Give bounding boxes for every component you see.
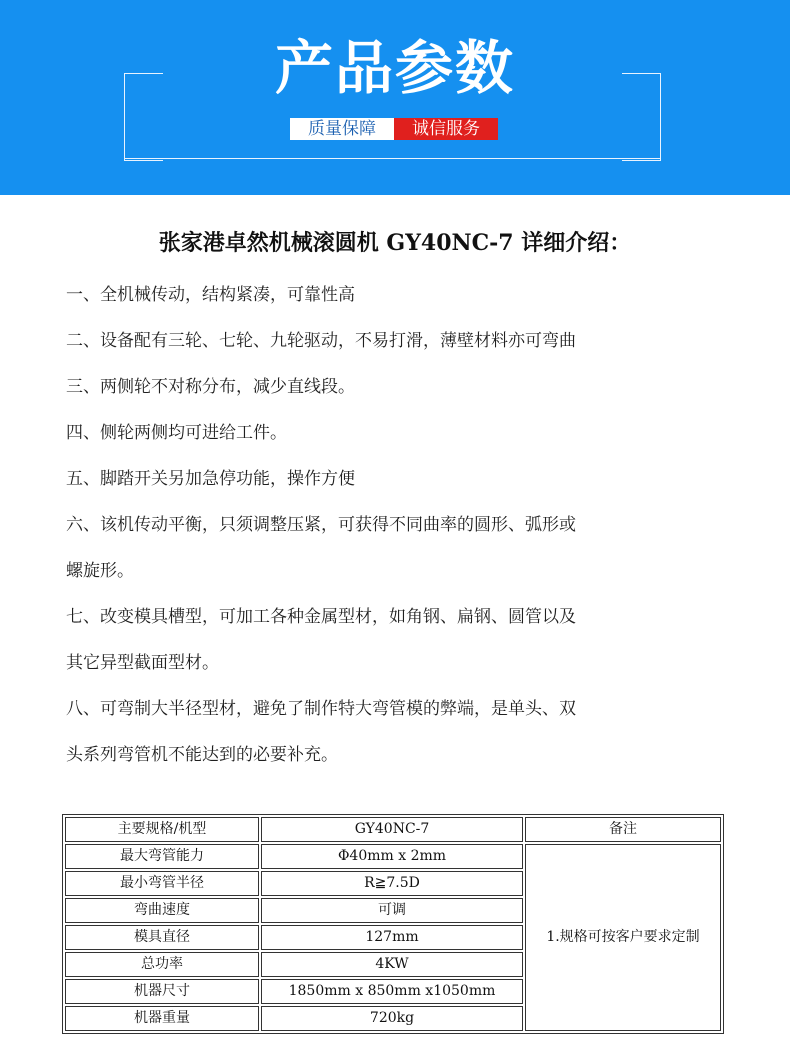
spec-label: 机器尺寸 bbox=[65, 979, 259, 1004]
feature-item: 二、设备配有三轮、七轮、九轮驱动，不易打滑，薄壁材料亦可弯曲 bbox=[66, 331, 576, 351]
spec-value: Φ40mm x 2mm bbox=[261, 844, 523, 869]
spec-label: 总功率 bbox=[65, 952, 259, 977]
feature-item: 三、两侧轮不对称分布，减少直线段。 bbox=[66, 377, 355, 397]
frame-bottom-decoration bbox=[124, 158, 661, 159]
feature-item: 四、侧轮两侧均可进给工件。 bbox=[66, 423, 287, 443]
feature-item: 八、可弯制大半径型材，避免了制作特大弯管模的弊端，是单头、双 bbox=[66, 699, 576, 719]
spec-header-row bbox=[65, 817, 721, 842]
feature-item: 螺旋形。 bbox=[66, 561, 134, 581]
spec-header-cell: GY40NC-7 bbox=[261, 817, 523, 842]
spec-value: 可调 bbox=[261, 898, 523, 923]
spec-row bbox=[65, 844, 721, 869]
banner bbox=[0, 0, 790, 195]
spec-header-cell: 备注 bbox=[525, 817, 721, 842]
spec-label: 最大弯管能力 bbox=[65, 844, 259, 869]
feature-list bbox=[66, 272, 726, 778]
feature-item: 七、改变模具槽型，可加工各种金属型材，如角钢、扁钢、圆管以及 bbox=[66, 607, 576, 627]
banner-title: 产品参数 bbox=[274, 34, 515, 102]
spec-label: 弯曲速度 bbox=[65, 898, 259, 923]
feature-item: 六、该机传动平衡，只须调整压紧，可获得不同曲率的圆形、弧形或 bbox=[66, 515, 576, 535]
spec-label: 模具直径 bbox=[65, 925, 259, 950]
spec-value: 720kg bbox=[261, 1006, 523, 1031]
spec-label: 机器重量 bbox=[65, 1006, 259, 1031]
page-heading: 张家港卓然机械滚圆机 GY40NC-7 详细介绍： bbox=[158, 230, 632, 256]
feature-item: 五、脚踏开关另加急停功能，操作方便 bbox=[66, 469, 355, 489]
slogan-service: 诚信服务 bbox=[394, 118, 498, 140]
spec-value: R≧7.5D bbox=[261, 871, 523, 896]
feature-item: 一、全机械传动，结构紧凑，可靠性高 bbox=[66, 285, 355, 305]
slogan-quality: 质量保障 bbox=[290, 118, 394, 140]
spec-header-cell: 主要规格/机型 bbox=[65, 817, 259, 842]
spec-table bbox=[62, 814, 724, 1034]
spec-value: 127mm bbox=[261, 925, 523, 950]
spec-value: 1850mm x 850mm x1050mm bbox=[261, 979, 523, 1004]
feature-item: 其它异型截面型材。 bbox=[66, 653, 219, 673]
spec-label: 最小弯管半径 bbox=[65, 871, 259, 896]
spec-value: 4KW bbox=[261, 952, 523, 977]
spec-remark: 1.规格可按客户要求定制 bbox=[525, 844, 721, 1031]
feature-item: 头系列弯管机不能达到的必要补充。 bbox=[66, 745, 338, 765]
